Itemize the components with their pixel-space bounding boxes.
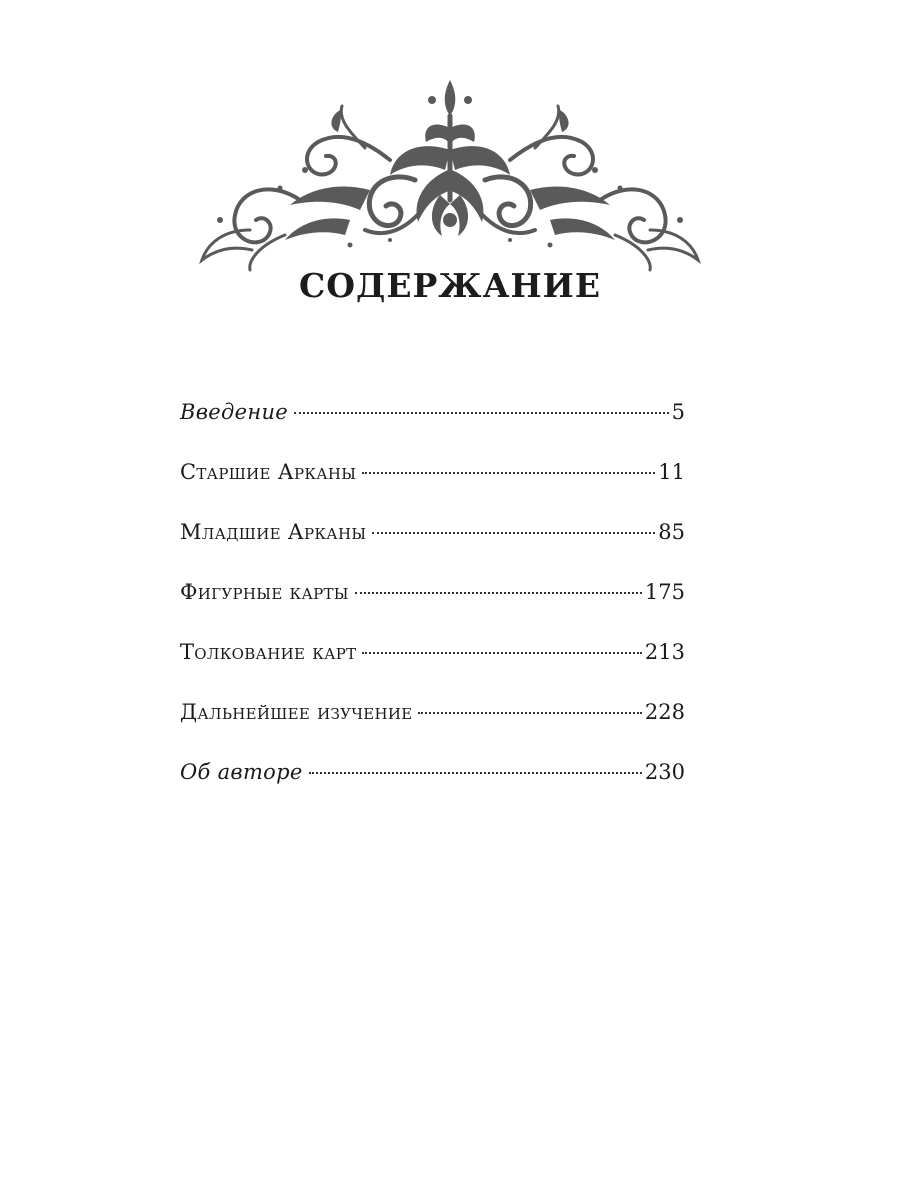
- toc-page-number: 85: [658, 520, 685, 544]
- toc-leader-dots: [418, 712, 641, 714]
- toc-entry-label: Толкование карт: [180, 640, 357, 664]
- table-of-contents: [180, 392, 685, 812]
- toc-leader-dots: [294, 412, 669, 414]
- toc-entry-label: Младшие Арканы: [180, 520, 367, 544]
- toc-entry-further-study[interactable]: [180, 692, 685, 752]
- toc-entry-label: Об авторе: [180, 760, 303, 784]
- toc-page-number: 228: [644, 700, 685, 724]
- toc-leader-dots: [362, 472, 655, 474]
- toc-entry-label: Введение: [180, 400, 289, 424]
- toc-page-number: 175: [644, 580, 685, 604]
- toc-page-number: 230: [644, 760, 685, 784]
- toc-page-number: 11: [658, 460, 685, 484]
- toc-entry-label: Старшие Арканы: [180, 460, 357, 484]
- toc-page-number: 213: [644, 640, 685, 664]
- toc-entry-card-interpretation[interactable]: [180, 632, 685, 692]
- toc-entry-about-author[interactable]: [180, 752, 685, 812]
- toc-entry-introduction[interactable]: [180, 392, 685, 452]
- toc-entry-major-arcana[interactable]: [180, 452, 685, 512]
- page-title: СОДЕРЖАНИЕ: [298, 266, 601, 305]
- toc-entry-court-cards[interactable]: [180, 572, 685, 632]
- toc-page-number: 5: [671, 400, 685, 424]
- toc-entry-label: Фигурные карты: [180, 580, 349, 604]
- toc-leader-dots: [372, 532, 655, 534]
- toc-leader-dots: [309, 772, 642, 774]
- toc-entry-label: Дальнейшее изучение: [180, 700, 413, 724]
- toc-leader-dots: [355, 592, 642, 594]
- toc-leader-dots: [362, 652, 641, 654]
- toc-entry-minor-arcana[interactable]: [180, 512, 685, 572]
- floral-flourish-icon: [190, 70, 710, 275]
